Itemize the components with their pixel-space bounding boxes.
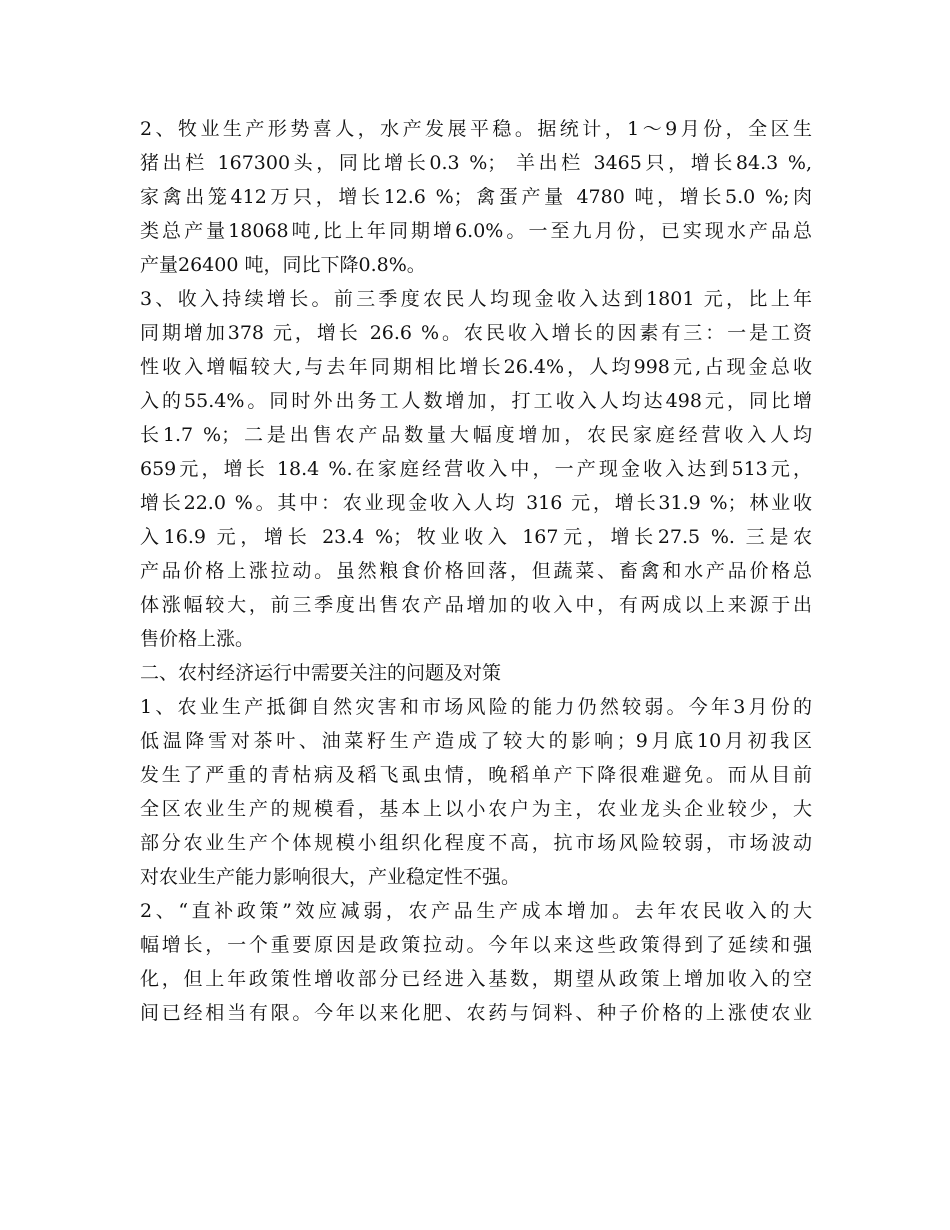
text-line: 2、牧业生产形势喜人，水产发展平稳。据统计，1～9月份，全区生 (140, 118, 812, 140)
document-body (140, 112, 812, 1030)
text-line: 3、收入持续增长。前三季度农民人均现金收入达到1801 元，比上年 (140, 288, 812, 310)
section-heading: 二、农村经济运行中需要关注的问题及对策 (140, 662, 502, 684)
text-line: 产品价格上涨拉动。虽然粮食价格回落，但蔬菜、畜禽和水产品价格总 (140, 560, 812, 582)
text-line: 全区农业生产的规模看，基本上以小农户为主，农业龙头企业较少，大 (140, 798, 812, 820)
text-line: 体涨幅较大，前三季度出售农产品增加的收入中，有两成以上来源于出 (140, 594, 812, 616)
text-line: 售价格上涨。 (140, 628, 255, 650)
text-line: 659元，增长 18.4 %.在家庭经营收入中，一产现金收入达到513元， (140, 458, 812, 480)
text-line: 1、农业生产抵御自然灾害和市场风险的能力仍然较弱。今年3月份的 (140, 696, 812, 718)
text-line: 猪出栏 167300头，同比增长0.3 %； 羊出栏 3465只，增长84.3 %, (140, 152, 812, 174)
text-line: 间已经相当有限。今年以来化肥、农药与饲料、种子价格的上涨使农业 (140, 1002, 812, 1024)
text-line: 低温降雪对茶叶、油菜籽生产造成了较大的影响；9月底10月初我区 (140, 730, 812, 752)
text-line: 入的55.4%。同时外出务工人数增加，打工收入人均达498元，同比增 (140, 390, 812, 412)
text-line: 入16.9 元，增长 23.4 %；牧业收入 167元，增长27.5 %. 三是农 (140, 526, 812, 548)
text-line: 性收入增幅较大,与去年同期相比增长26.4%，人均998元,占现金总收 (140, 356, 812, 378)
text-line: 对农业生产能力影响很大，产业稳定性不强。 (140, 866, 521, 888)
text-line: 增长22.0 %。其中：农业现金收入人均 316 元，增长31.9 %；林业收 (140, 492, 812, 514)
text-line: 幅增长，一个重要原因是政策拉动。今年以来这些政策得到了延续和强 (140, 934, 812, 956)
text-line: 长1.7 %；二是出售农产品数量大幅度增加，农民家庭经营收入人均 (140, 424, 812, 446)
text-line: 化，但上年政策性增收部分已经进入基数，期望从政策上增加收入的空 (140, 968, 812, 990)
text-line: 2、“直补政策”效应减弱，农产品生产成本增加。去年农民收入的大 (140, 900, 812, 922)
text-line: 部分农业生产个体规模小组织化程度不高，抗市场风险较弱，市场波动 (140, 832, 812, 854)
text-line: 家禽出笼412万只，增长12.6 %；禽蛋产量 4780 吨，增长5.0 %;肉 (140, 186, 812, 208)
text-line: 同期增加378 元，增长 26.6 %。农民收入增长的因素有三：一是工资 (140, 322, 812, 344)
text-line: 发生了严重的青枯病及稻飞虱虫情，晚稻单产下降很难避免。而从目前 (140, 764, 812, 786)
text-line: 产量26400 吨，同比下降0.8%。 (140, 254, 426, 276)
text-line: 类总产量18068吨,比上年同期增6.0%。一至九月份，已实现水产品总 (140, 220, 812, 242)
